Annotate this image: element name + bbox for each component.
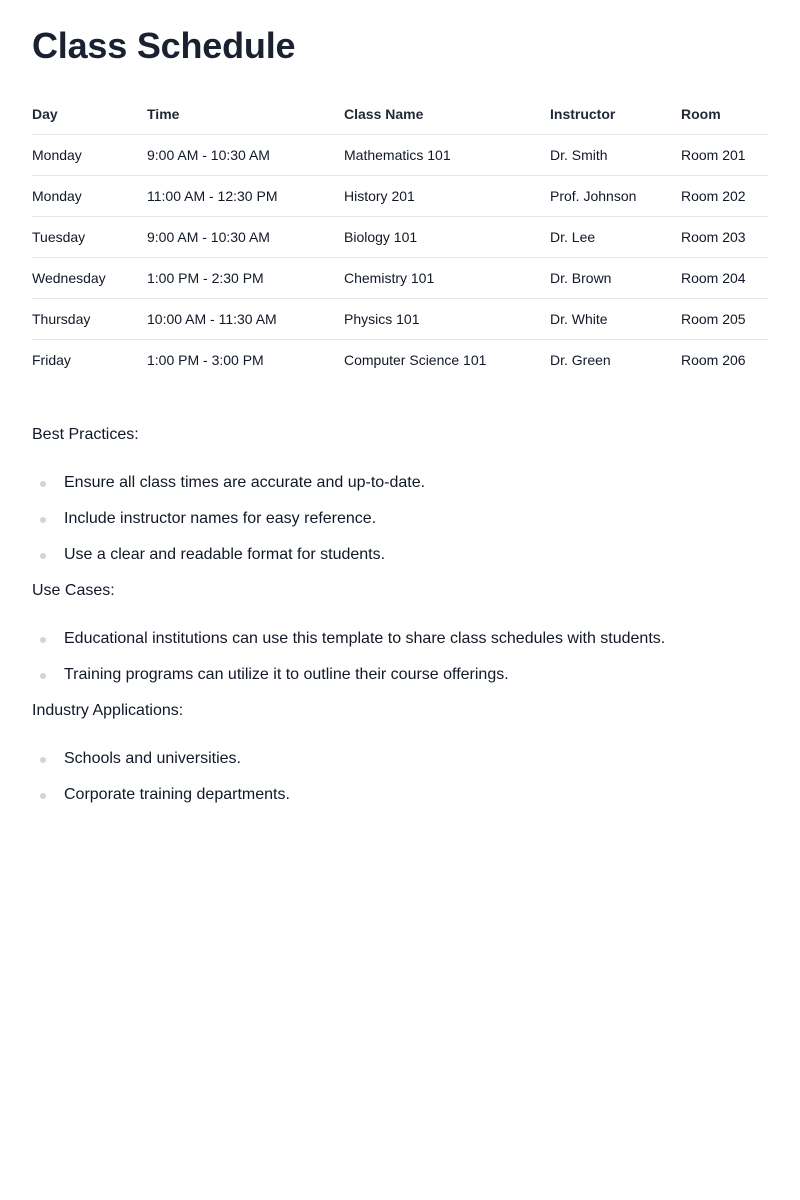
cell-time: 1:00 PM - 3:00 PM — [147, 352, 264, 368]
column-header-room: Room — [681, 93, 768, 135]
table-row — [32, 299, 768, 340]
bullet-icon — [40, 517, 46, 523]
cell-class-name: Physics 101 — [344, 299, 550, 340]
list-item-text: Schools and universities. — [64, 750, 241, 767]
cell-class-name: History 201 — [344, 176, 550, 217]
best-practices-heading: Best Practices: — [32, 426, 139, 443]
page-title: Class Schedule — [32, 25, 296, 66]
bullet-icon — [40, 637, 46, 643]
list-item-text: Educational institutions can use this template to share class schedules with students. — [64, 630, 666, 647]
bullet-icon — [40, 793, 46, 799]
class-schedule-table — [32, 93, 768, 380]
use-cases-list — [32, 629, 768, 685]
cell-day: Thursday — [32, 299, 147, 340]
table-row — [32, 217, 768, 258]
cell-day: Monday — [32, 176, 147, 217]
cell-instructor: Prof. Johnson — [550, 176, 681, 217]
cell-day: Friday — [32, 352, 71, 368]
list-item — [32, 473, 768, 493]
bullet-icon — [40, 481, 46, 487]
list-item — [32, 629, 768, 649]
cell-class-name: Biology 101 — [344, 217, 550, 258]
best-practices-list — [32, 473, 768, 565]
industry-applications-heading: Industry Applications: — [32, 702, 184, 719]
column-header-instructor: Instructor — [550, 93, 681, 135]
cell-room: Room 206 — [681, 352, 746, 368]
column-header-day: Day — [32, 93, 147, 135]
table-row — [32, 176, 768, 217]
column-header-class-name: Class Name — [344, 93, 550, 135]
cell-day: Monday — [32, 135, 147, 176]
cell-class-name: Chemistry 101 — [344, 258, 550, 299]
list-item-text: Training programs can utilize it to outline their course offerings. — [64, 666, 509, 683]
cell-class-name: Computer Science 101 — [344, 352, 487, 368]
cell-instructor: Dr. Green — [550, 352, 611, 368]
column-header-time: Time — [147, 93, 344, 135]
cell-room: Room 201 — [681, 135, 768, 176]
cell-room: Room 202 — [681, 176, 768, 217]
cell-time: 9:00 AM - 10:30 AM — [147, 217, 344, 258]
list-item-text: Use a clear and readable format for students. — [64, 546, 386, 563]
table-row — [32, 135, 768, 176]
use-cases-heading: Use Cases: — [32, 582, 115, 599]
table-row — [32, 340, 768, 381]
table-row — [32, 258, 768, 299]
cell-time: 1:00 PM - 2:30 PM — [147, 258, 344, 299]
cell-day: Wednesday — [32, 258, 147, 299]
cell-instructor: Dr. White — [550, 299, 681, 340]
bullet-icon — [40, 673, 46, 679]
list-item-text: Include instructor names for easy reference. — [64, 510, 377, 527]
cell-room: Room 204 — [681, 258, 768, 299]
cell-time: 9:00 AM - 10:30 AM — [147, 135, 344, 176]
list-item-text: Corporate training departments. — [64, 786, 290, 803]
list-item — [32, 509, 768, 529]
cell-room: Room 203 — [681, 217, 768, 258]
cell-room: Room 205 — [681, 299, 768, 340]
table-header-row — [32, 93, 768, 135]
industry-applications-list — [32, 749, 768, 805]
cell-instructor: Dr. Lee — [550, 217, 681, 258]
list-item — [32, 785, 768, 805]
list-item-text: Ensure all class times are accurate and up-to-date. — [64, 474, 426, 491]
cell-day: Tuesday — [32, 217, 147, 258]
list-item — [32, 545, 768, 565]
cell-instructor: Dr. Brown — [550, 258, 681, 299]
cell-time: 11:00 AM - 12:30 PM — [147, 176, 344, 217]
list-item — [32, 665, 768, 685]
cell-time: 10:00 AM - 11:30 AM — [147, 299, 344, 340]
cell-instructor: Dr. Smith — [550, 135, 681, 176]
bullet-icon — [40, 757, 46, 763]
bullet-icon — [40, 553, 46, 559]
list-item — [32, 749, 768, 769]
cell-class-name: Mathematics 101 — [344, 135, 550, 176]
